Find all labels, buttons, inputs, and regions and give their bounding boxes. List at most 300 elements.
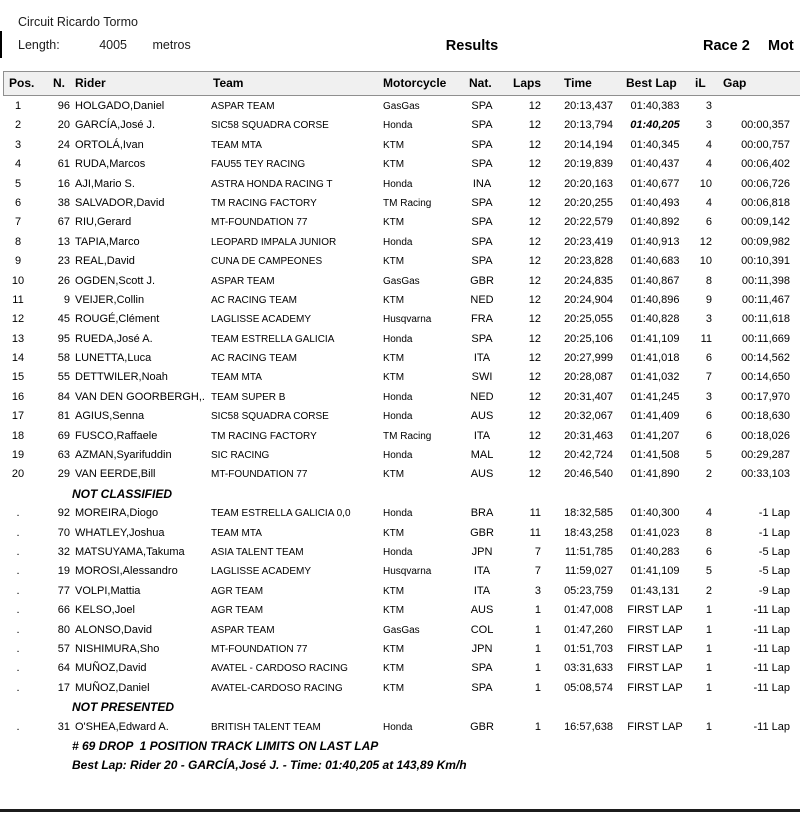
cell-moto: Honda xyxy=(383,411,413,423)
cell-rider: GARCÍA,José J. xyxy=(75,119,156,132)
table-row xyxy=(0,659,800,678)
cell-il: 3 xyxy=(705,390,712,403)
cell-num: 81 xyxy=(57,410,70,423)
table-row xyxy=(0,640,800,659)
cell-rider: MATSUYAMA,Takuma xyxy=(75,545,185,558)
cell-il: 2 xyxy=(705,584,712,597)
cell-nat: COL xyxy=(470,623,494,636)
table-row xyxy=(0,310,800,329)
cell-laps: 7 xyxy=(534,565,541,578)
cell-nat: SPA xyxy=(471,100,493,112)
table-row xyxy=(0,272,800,291)
cell-moto: Honda xyxy=(383,450,413,462)
column-header-team: Team xyxy=(213,76,244,90)
cell-nat: ITA xyxy=(473,565,491,578)
cell-il: 3 xyxy=(705,313,712,326)
cell-pos: . xyxy=(16,662,20,675)
cell-il: 3 xyxy=(705,119,712,132)
cell-num: 9 xyxy=(63,293,70,306)
column-header-il: iL xyxy=(695,76,706,90)
cell-rider: LUNETTA,Luca xyxy=(75,352,152,365)
cell-moto: KTM xyxy=(383,372,405,384)
cell-nat: FRA xyxy=(471,313,493,326)
cell-il: 8 xyxy=(705,526,712,539)
cell-num: 24 xyxy=(57,138,70,151)
cell-moto: KTM xyxy=(383,605,405,617)
cell-laps: 12 xyxy=(528,429,541,442)
cell-best: 01:40,896 xyxy=(630,293,680,306)
cell-time: 01:47,260 xyxy=(564,623,613,636)
cell-team: AVATEL-CARDOSO RACING xyxy=(211,682,343,694)
cell-gap: 00:14,562 xyxy=(741,352,790,365)
table-row xyxy=(0,252,800,271)
cell-team: SIC58 SQUADRA CORSE xyxy=(211,411,329,423)
cell-pos: 18 xyxy=(11,429,25,442)
cell-laps: 12 xyxy=(528,119,541,132)
cell-num: 16 xyxy=(57,177,70,190)
cell-laps: 12 xyxy=(528,371,541,384)
cell-team: SIC RACING xyxy=(211,450,270,462)
cell-team: ASPAR TEAM xyxy=(211,101,275,112)
table-row xyxy=(0,213,800,232)
cell-nat: NED xyxy=(470,390,494,403)
cell-time: 16:57,638 xyxy=(564,720,613,733)
cell-il: 4 xyxy=(705,138,712,151)
cell-moto: Honda xyxy=(383,236,413,248)
cell-moto: Husqvarna xyxy=(383,566,432,578)
cell-num: 17 xyxy=(57,681,70,694)
cell-nat: JPN xyxy=(471,545,493,558)
column-header-nationality: Nat. xyxy=(469,76,492,90)
circuit-name: Circuit Ricardo Tormo xyxy=(18,15,138,29)
cell-num: 57 xyxy=(57,642,70,655)
cell-time: 20:14,194 xyxy=(564,138,613,151)
cell-team: LAGLISSE ACADEMY xyxy=(211,314,312,326)
cell-num: 63 xyxy=(57,449,70,462)
cell-nat: AUS xyxy=(470,410,494,423)
cell-moto: KTM xyxy=(383,469,405,481)
cell-team: AVATEL - CARDOSO RACING xyxy=(211,663,348,675)
cell-team: TEAM ESTRELLA GALICIA xyxy=(211,333,335,345)
cell-moto: Honda xyxy=(383,178,413,190)
cell-rider: REAL,David xyxy=(75,255,135,268)
cell-laps: 11 xyxy=(529,507,541,520)
cell-num: 13 xyxy=(57,235,70,248)
cell-laps: 12 xyxy=(528,158,541,171)
cell-il: 12 xyxy=(699,235,712,248)
cell-time: 20:13,437 xyxy=(564,100,613,112)
cell-nat: SPA xyxy=(471,235,493,248)
cell-laps: 1 xyxy=(534,720,541,733)
cell-laps: 7 xyxy=(534,545,541,558)
cell-il: 8 xyxy=(705,274,712,287)
cell-time: 03:31,633 xyxy=(564,662,613,675)
cell-nat: SPA xyxy=(471,662,493,675)
table-row xyxy=(0,601,800,620)
cell-nat: SPA xyxy=(471,216,493,229)
cell-laps: 12 xyxy=(528,255,541,268)
table-row xyxy=(0,718,800,737)
cell-pos: . xyxy=(16,507,20,520)
cell-gap: 00:06,402 xyxy=(741,158,790,171)
cell-num: 64 xyxy=(57,662,70,675)
column-header-number: N. xyxy=(53,76,65,90)
cell-best: 01:41,109 xyxy=(630,332,680,345)
cell-rider: FUSCO,Raffaele xyxy=(75,429,158,442)
footer-note: # 69 DROP 1 POSITION TRACK LIMITS ON LAST LAP xyxy=(72,738,379,753)
cell-nat: ITA xyxy=(473,429,491,442)
table-row xyxy=(0,368,800,387)
cell-il: 6 xyxy=(705,410,712,423)
cell-laps: 12 xyxy=(528,216,541,229)
cell-team: TM RACING FACTORY xyxy=(211,197,317,209)
cell-best: 01:40,828 xyxy=(630,313,680,326)
track-length xyxy=(18,38,191,52)
table-row xyxy=(0,427,800,446)
cell-moto: KTM xyxy=(383,527,405,539)
cell-laps: 1 xyxy=(534,604,541,617)
cell-pos: 12 xyxy=(11,313,25,326)
cell-best: 01:40,892 xyxy=(630,216,680,229)
cell-num: 32 xyxy=(57,545,70,558)
cell-rider: RUDA,Marcos xyxy=(75,158,146,171)
cell-rider: AZMAN,Syarifuddin xyxy=(75,449,172,462)
cell-laps: 12 xyxy=(528,313,541,326)
table-row xyxy=(0,388,800,407)
cell-num: 80 xyxy=(57,623,70,636)
table-row xyxy=(0,116,800,135)
cell-num: 20 xyxy=(57,119,70,132)
cell-gap: 00:00,357 xyxy=(741,119,790,132)
cell-moto: KTM xyxy=(383,294,405,306)
cell-laps: 12 xyxy=(528,274,541,287)
cell-il: 1 xyxy=(705,604,712,617)
cell-nat: SPA xyxy=(471,332,493,345)
cell-best: FIRST LAP xyxy=(627,662,683,675)
cell-team: MT-FOUNDATION 77 xyxy=(211,217,308,229)
class-label: Mot xyxy=(768,38,794,54)
cell-pos: 11 xyxy=(12,293,24,306)
cell-gap: 00:11,467 xyxy=(741,293,790,306)
cell-num: 23 xyxy=(57,255,70,268)
cell-laps: 1 xyxy=(534,681,541,694)
cell-moto: KTM xyxy=(383,585,405,597)
cell-best: 01:41,109 xyxy=(630,565,680,578)
column-header-time: Time xyxy=(564,76,592,90)
cell-il: 5 xyxy=(705,565,712,578)
cell-rider: ROUGÉ,Clément xyxy=(75,313,160,326)
footer-note: Best Lap: Rider 20 - GARCÍA,José J. - Time: 01:40,205 at 143,89 Km/h xyxy=(72,758,467,773)
cell-il: 2 xyxy=(705,468,712,481)
cell-rider: ORTOLÁ,Ivan xyxy=(75,138,144,151)
cell-gap: -1 Lap xyxy=(758,526,790,539)
cell-team: ASIA TALENT TEAM xyxy=(211,546,304,558)
cell-pos: 5 xyxy=(14,177,22,190)
cell-moto: KTM xyxy=(383,643,405,655)
cell-laps: 12 xyxy=(528,410,541,423)
cell-best: 01:43,131 xyxy=(630,584,680,597)
cell-pos: 19 xyxy=(11,449,25,462)
cell-time: 20:28,087 xyxy=(564,371,613,384)
cell-time: 20:20,255 xyxy=(564,196,613,209)
cell-num: 61 xyxy=(57,158,70,171)
cell-team: AGR TEAM xyxy=(211,585,264,597)
length-label: Length: xyxy=(18,38,60,52)
cell-rider: HOLGADO,Daniel xyxy=(75,100,165,112)
cell-laps: 12 xyxy=(528,196,541,209)
cell-best: 01:41,023 xyxy=(630,526,680,539)
cell-time: 20:13,794 xyxy=(564,119,613,132)
results-table xyxy=(0,97,800,776)
cell-time: 20:23,828 xyxy=(564,255,613,268)
cell-gap: -11 Lap xyxy=(753,681,790,694)
cell-best: 01:40,383 xyxy=(630,100,680,112)
cell-rider: MOROSI,Alessandro xyxy=(75,565,178,578)
cell-num: 95 xyxy=(57,332,70,345)
cell-rider: VAN EERDE,Bill xyxy=(75,468,156,481)
page-title: Results xyxy=(445,38,499,54)
cell-time: 01:47,008 xyxy=(564,604,613,617)
cell-gap: 00:18,026 xyxy=(741,429,790,442)
section-label: NOT CLASSIFIED xyxy=(72,486,173,501)
cell-nat: SPA xyxy=(471,681,493,694)
cell-nat: MAL xyxy=(470,449,494,462)
cell-best: 01:40,300 xyxy=(630,507,680,520)
cell-gap: 00:18,630 xyxy=(741,410,790,423)
cell-pos: 3 xyxy=(14,138,22,151)
cell-time: 20:24,904 xyxy=(564,293,613,306)
cell-il: 1 xyxy=(705,642,712,655)
cell-gap: 00:33,103 xyxy=(741,468,790,481)
cell-team: TEAM SUPER B xyxy=(211,391,286,403)
cell-pos: 16 xyxy=(11,390,25,403)
cell-rider: SALVADOR,David xyxy=(75,196,165,209)
cell-laps: 1 xyxy=(534,662,541,675)
cell-rider: MOREIRA,Diogo xyxy=(75,507,159,520)
table-row xyxy=(0,446,800,465)
cell-nat: INA xyxy=(472,177,492,190)
cell-team: MT-FOUNDATION 77 xyxy=(211,469,308,481)
table-row xyxy=(0,465,800,484)
cell-rider: RIU,Gerard xyxy=(75,216,132,229)
cell-pos: 8 xyxy=(14,235,22,248)
cell-il: 11 xyxy=(700,332,712,345)
cell-il: 1 xyxy=(705,623,712,636)
cell-il: 4 xyxy=(705,507,712,520)
cell-pos: . xyxy=(16,681,20,694)
cell-nat: ITA xyxy=(473,584,491,597)
cell-laps: 11 xyxy=(529,526,541,539)
cell-nat: SPA xyxy=(471,138,493,151)
cell-pos: . xyxy=(16,623,20,636)
cell-moto: KTM xyxy=(383,663,405,675)
cell-pos: . xyxy=(16,584,20,597)
cell-il: 5 xyxy=(705,449,712,462)
cell-gap: 00:06,726 xyxy=(741,177,790,190)
cell-pos: 13 xyxy=(11,332,25,345)
cell-laps: 12 xyxy=(528,332,541,345)
cell-pos: 1 xyxy=(14,100,22,112)
cell-team: TEAM MTA xyxy=(211,139,262,151)
cell-nat: GBR xyxy=(470,720,494,733)
cell-pos: 7 xyxy=(14,216,22,229)
cell-rider: AJI,Mario S. xyxy=(75,177,135,190)
cell-pos: . xyxy=(16,526,20,539)
cell-pos: 17 xyxy=(11,410,25,423)
cell-time: 20:31,463 xyxy=(564,429,613,442)
table-row xyxy=(0,524,800,543)
cell-rider: MUÑOZ,David xyxy=(75,662,147,675)
cell-best: 01:40,283 xyxy=(630,545,680,558)
cell-best: 01:40,205 xyxy=(630,119,680,132)
cell-gap: 00:00,757 xyxy=(741,138,790,151)
cell-gap: -11 Lap xyxy=(753,604,790,617)
cell-laps: 12 xyxy=(528,100,541,112)
cell-laps: 12 xyxy=(528,352,541,365)
cell-best: 01:41,018 xyxy=(630,352,680,365)
cell-gap: 00:17,970 xyxy=(741,390,790,403)
cell-num: 92 xyxy=(57,507,70,520)
cell-rider: OGDEN,Scott J. xyxy=(75,274,156,287)
cell-team: BRITISH TALENT TEAM xyxy=(211,721,321,733)
cell-time: 20:22,579 xyxy=(564,216,613,229)
cell-rider: RUEDA,José A. xyxy=(75,332,153,345)
cell-team: CUNA DE CAMPEONES xyxy=(211,256,323,268)
cell-time: 11:59,027 xyxy=(564,565,613,578)
section-label: NOT PRESENTED xyxy=(72,700,175,715)
cell-nat: GBR xyxy=(470,274,494,287)
cell-moto: TM Racing xyxy=(383,430,432,442)
cell-moto: Honda xyxy=(383,721,413,733)
cell-team: ASPAR TEAM xyxy=(211,624,275,636)
cell-laps: 12 xyxy=(528,390,541,403)
cell-moto: KTM xyxy=(383,353,405,365)
cell-team: LAGLISSE ACADEMY xyxy=(211,566,312,578)
cell-nat: ITA xyxy=(473,352,491,365)
cell-time: 20:24,835 xyxy=(564,274,613,287)
cell-time: 20:19,839 xyxy=(564,158,613,171)
cell-moto: KTM xyxy=(383,139,405,151)
cell-rider: VEIJER,Collin xyxy=(75,293,145,306)
table-row xyxy=(0,407,800,426)
cell-laps: 1 xyxy=(534,623,541,636)
cell-laps: 12 xyxy=(528,235,541,248)
cell-rider: DETTWILER,Noah xyxy=(75,371,168,384)
cell-best: 01:40,677 xyxy=(630,177,680,190)
cell-laps: 12 xyxy=(528,138,541,151)
length-value: 4005 xyxy=(99,38,128,52)
cell-il: 4 xyxy=(705,158,712,171)
cell-pos: 6 xyxy=(14,196,22,209)
cell-time: 18:43,258 xyxy=(564,526,613,539)
cell-gap: -1 Lap xyxy=(758,507,790,520)
cell-num: 84 xyxy=(57,390,70,403)
cell-gap: 00:14,650 xyxy=(741,371,790,384)
column-header-rider: Rider xyxy=(75,76,106,90)
cell-gap xyxy=(712,97,790,116)
cell-time: 20:25,106 xyxy=(564,332,613,345)
cell-num: 38 xyxy=(57,196,70,209)
cell-moto: TM Racing xyxy=(383,197,432,209)
cell-best: FIRST LAP xyxy=(627,623,683,636)
cell-moto: KTM xyxy=(383,682,405,694)
cell-num: 58 xyxy=(57,352,70,365)
cell-laps: 12 xyxy=(528,177,541,190)
cell-moto: GasGas xyxy=(383,624,420,636)
cell-best: FIRST LAP xyxy=(627,720,683,733)
cell-gap: -11 Lap xyxy=(753,662,790,675)
cell-best: 01:40,867 xyxy=(630,274,680,287)
cell-time: 20:31,407 xyxy=(564,390,613,403)
cell-time: 20:27,999 xyxy=(564,352,613,365)
cell-moto: Honda xyxy=(383,333,413,345)
cell-nat: SPA xyxy=(471,196,493,209)
cell-num: 19 xyxy=(57,565,70,578)
cell-pos: 10 xyxy=(11,274,25,287)
cell-team: TEAM MTA xyxy=(211,372,262,384)
table-row xyxy=(0,504,800,523)
table-row xyxy=(0,543,800,562)
cell-best: FIRST LAP xyxy=(627,642,683,655)
cell-nat: NED xyxy=(470,293,494,306)
cell-il: 1 xyxy=(705,662,712,675)
cell-num: 69 xyxy=(57,429,70,442)
cell-moto: KTM xyxy=(383,159,405,171)
cell-gap: 00:09,142 xyxy=(741,216,790,229)
cell-best: 01:40,913 xyxy=(630,235,680,248)
table-row xyxy=(0,621,800,640)
cell-time: 20:32,067 xyxy=(564,410,613,423)
cell-team: TM RACING FACTORY xyxy=(211,430,317,442)
column-header-laps: Laps xyxy=(513,76,542,90)
cell-num: 29 xyxy=(57,468,70,481)
cell-gap: 00:10,391 xyxy=(741,255,790,268)
cell-moto: Honda xyxy=(383,508,413,520)
cell-gap: -5 Lap xyxy=(758,545,790,558)
table-row xyxy=(0,679,800,698)
cell-pos: . xyxy=(16,642,20,655)
cell-gap: -5 Lap xyxy=(758,565,790,578)
cell-num: 45 xyxy=(57,313,70,326)
cell-il: 1 xyxy=(705,681,712,694)
cell-rider: TAPIA,Marco xyxy=(75,235,140,248)
cell-best: 01:41,245 xyxy=(630,390,680,403)
cell-moto: KTM xyxy=(383,256,405,268)
cell-num: 31 xyxy=(57,720,70,733)
cell-best: 01:41,207 xyxy=(630,429,680,442)
table-row xyxy=(0,175,800,194)
cell-gap: 00:11,398 xyxy=(741,274,790,287)
cell-il: 7 xyxy=(705,371,712,384)
column-header-best-lap: Best Lap xyxy=(626,76,677,90)
cell-il: 6 xyxy=(705,429,712,442)
column-header-gap: Gap xyxy=(723,76,747,90)
cell-time: 20:25,055 xyxy=(564,313,613,326)
cell-pos: . xyxy=(16,565,20,578)
cell-moto: GasGas xyxy=(383,275,420,287)
cell-best: 01:41,032 xyxy=(630,371,680,384)
cell-best: 01:40,437 xyxy=(630,158,680,171)
cell-moto: Honda xyxy=(383,546,413,558)
cell-il: 6 xyxy=(705,545,712,558)
page-edge-tick xyxy=(0,31,2,58)
cell-time: 11:51,785 xyxy=(564,545,613,558)
table-row xyxy=(0,136,800,155)
cell-laps: 12 xyxy=(528,468,541,481)
cell-team: TEAM MTA xyxy=(211,527,262,539)
cell-best: 01:40,493 xyxy=(630,196,680,209)
cell-gap: 00:11,618 xyxy=(741,313,790,326)
